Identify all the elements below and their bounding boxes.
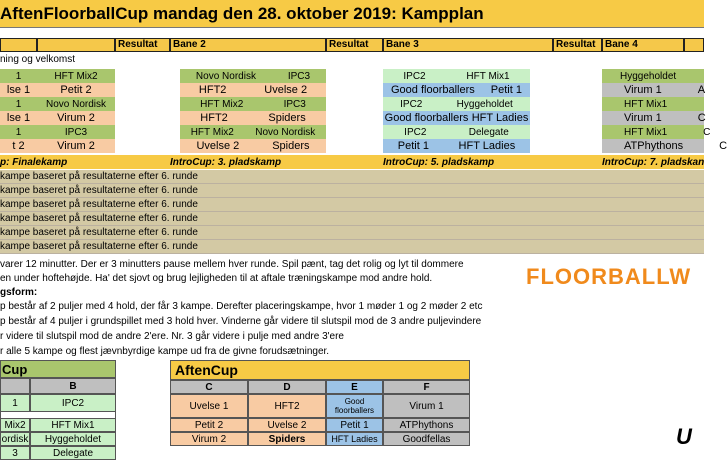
row-4-team-a: lse 1 [0,111,37,125]
row-4-team-b: Virum 2 [37,111,115,125]
row-2-bane4 [602,83,704,97]
introcup-r4-a: 3 [0,446,30,460]
row-5-bane2-a: HFT Mix2 [190,126,234,138]
introcup-r2-a: Mix2 [0,418,30,432]
row-1-bane3-b: HFT Mix1 [466,70,510,82]
introcup-r2-b: HFT Mix1 [30,418,116,432]
note-rules-2: en under hoftehøjde. Ha' det sjovt og brug lejligheden til at aftale træningskampe mod andre hold. [0,273,433,284]
row-2-bane4-b: A [697,84,706,96]
row-1-bane4 [602,69,704,83]
row-5-bane4 [602,125,711,139]
note-format-2: p består af 4 puljer i grundspillet med 3 hold hver. Vinderne går videre til slutspil mod de 3 andre puljevindere [0,316,482,327]
header-resultat-3: Resultat [553,38,602,52]
row-3-bane2-a: HFT Mix2 [200,98,244,110]
row-2-bane3 [383,83,530,97]
introcup-r1-a: 1 [0,394,30,412]
header-cell-blank-3 [684,38,704,52]
note-format-1: p består af 2 puljer med 4 hold, der får 3 kampe. Derefter placeringskampe, hvor 1 møder 1 og 2 møder 2 etc [0,301,483,312]
row-2-bane3-b: Petit 1 [490,84,522,96]
row-4-bane2 [180,111,326,125]
row-6-bane4-a: ATPhythons [624,140,684,152]
row-1-bane2 [180,69,326,83]
row-6-bane3-a: Petit 1 [397,140,429,152]
aftencup-col-f: F [383,380,470,394]
header-bane-2: Bane 2 [170,38,326,52]
row-5-bane4-b: C [703,126,711,138]
placement-row-5: kampe baseret på resultaterne efter 6. runde [0,226,704,240]
aftencup-r3-c: Virum 2 [170,432,248,446]
aftencup-r3-f: Goodfellas [383,432,470,446]
aftencup-col-d: D [248,380,326,394]
introcup-r3-a: ordisk [1,433,29,445]
introcup-col-a-header [0,378,30,394]
note-format-heading: gsform: [0,287,38,298]
introcup-col-b-header: B [30,378,116,394]
introcup-r1-b: IPC2 [30,394,116,412]
row-1-bane2-a: Novo Nordisk [195,70,256,82]
placement-row-2: kampe baseret på resultaterne efter 6. runde [0,184,704,198]
placement-row-6: kampe baseret på resultaterne efter 6. runde [0,240,704,254]
placement-row-4: kampe baseret på resultaterne efter 6. runde [0,212,704,226]
finals-label-3: IntroCup: 5. pladskamp [383,157,495,168]
row-4-bane2-a: HFT2 [200,112,228,124]
introcup-r4-b: Delegate [30,446,116,460]
row-6-bane3-b: HFT Ladies [458,140,516,152]
finals-label-1: p: Finalekamp [0,157,68,168]
row-3-bane3-a: IPC2 [400,98,423,110]
row-6-bane2-b: Spiders [272,140,310,152]
row-3-bane2-b: IPC3 [283,98,306,110]
finals-label-4: IntroCup: 7. pladskan [602,157,705,168]
row-4-bane4 [602,111,704,125]
row-3-bane3 [383,97,530,111]
row-1-team-a: 1 [0,69,37,83]
row-2-bane2-a: HFT2 [198,84,227,96]
note-rules-1: varer 12 minutter. Der er 3 minutters pause mellem hver runde. Spil pænt, tag det rolig og lyt til dommere [0,259,464,270]
row-6-bane2-a: Uvelse 2 [196,140,240,152]
header-resultat-1: Resultat [115,38,170,52]
aftencup-r1-f: Virum 1 [383,394,470,418]
row-1-bane4-a: Hyggeholdet [620,70,677,82]
row-2-bane3-a: Good floorballers [391,84,475,96]
row-3-bane3-b: Hyggeholdet [456,98,513,110]
aftencup-r2-d: Uvelse 2 [248,418,326,432]
aftencup-r1-c: Uvelse 1 [170,394,248,418]
placement-row-1: kampe baseret på resultaterne efter 6. runde [0,170,704,184]
row-5-bane3 [383,125,530,139]
row-1-bane3 [383,69,530,83]
aftencup-r2-c: Petit 2 [170,418,248,432]
aftencup-r1-e: Good floorballers [326,394,383,418]
aftencup-col-e: E [326,380,383,394]
row-6-team-b: Virum 2 [37,139,115,153]
row-5-team-a: 1 [0,125,37,139]
header-bane-4: Bane 4 [602,38,684,52]
opening-text: ning og velkomst [0,54,76,65]
header-resultat-2: Resultat [326,38,383,52]
row-5-bane3-b: Delegate [468,126,509,138]
introcup-r3-b: Hyggeholdet [30,432,116,446]
row-4-bane3-a: Good floorballers [384,112,469,124]
introcup-table-title: Cup [0,360,116,378]
row-5-bane2-b: Novo Nordisk [255,126,316,138]
row-4-bane4-a: Virum 1 [624,112,662,124]
row-4-bane3-b: HFT Ladies [471,112,529,124]
note-format-4: r alle 5 kampe og flest jævnbyrdige kampe ud fra de givne forudsætninger. [0,346,330,357]
aftencup-table-title: AftenCup [170,360,470,380]
aftencup-col-c: C [170,380,248,394]
row-5-bane3-a: IPC2 [404,126,427,138]
row-1-team-b: HFT Mix2 [37,69,115,83]
row-2-bane4-a: Virum 1 [624,84,662,96]
header-cell-blank-1 [0,38,37,52]
row-6-team-a: t 2 [0,139,37,153]
row-4-bane2-b: Spiders [268,112,306,124]
row-6-bane2 [180,139,326,153]
row-6-bane4 [602,139,727,153]
row-3-bane4-a: HFT Mix1 [624,98,668,110]
row-4-bane3 [383,111,530,125]
row-2-bane2-b: Uvelse 2 [264,84,308,96]
row-6-bane4-b: C [719,140,727,152]
aftencup-r1-d: HFT2 [248,394,326,418]
page-title: AftenFloorballCup mandag den 28. oktober 2019: Kampplan [0,0,704,28]
aftencup-r2-f: ATPhythons [383,418,470,432]
finals-row-bg [0,155,704,169]
row-5-bane2 [180,125,326,139]
row-3-bane4 [602,97,704,111]
aftencup-r3-e: HFT Ladies [326,432,383,446]
row-2-team-b: Petit 2 [37,83,115,97]
finals-label-2: IntroCup: 3. pladskamp [170,157,282,168]
floorball-logo: FLOORBALLW [526,264,692,289]
brand-fragment: U [676,424,692,449]
row-2-team-a: lse 1 [0,83,37,97]
row-6-bane3 [383,139,530,153]
placement-row-3: kampe baseret på resultaterne efter 6. runde [0,198,704,212]
row-5-bane4-a: HFT Mix1 [624,126,668,138]
aftencup-r3-d: Spiders [248,432,326,446]
aftencup-r2-e: Petit 1 [326,418,383,432]
row-5-team-b: IPC3 [37,125,115,139]
row-3-team-a: 1 [0,97,37,111]
note-format-3: r videre til slutspil mod de andre 2'ere. Nr. 3 går videre i pulje med andre 3'ere [0,331,344,342]
row-1-bane2-b: IPC3 [287,70,311,82]
header-bane-3: Bane 3 [383,38,553,52]
header-cell-blank-2 [37,38,115,52]
row-1-bane3-a: IPC2 [403,70,426,82]
row-3-bane2 [180,97,326,111]
row-2-bane2 [180,83,326,97]
row-3-team-b: Novo Nordisk [37,97,115,111]
row-4-bane4-b: C [697,112,706,124]
